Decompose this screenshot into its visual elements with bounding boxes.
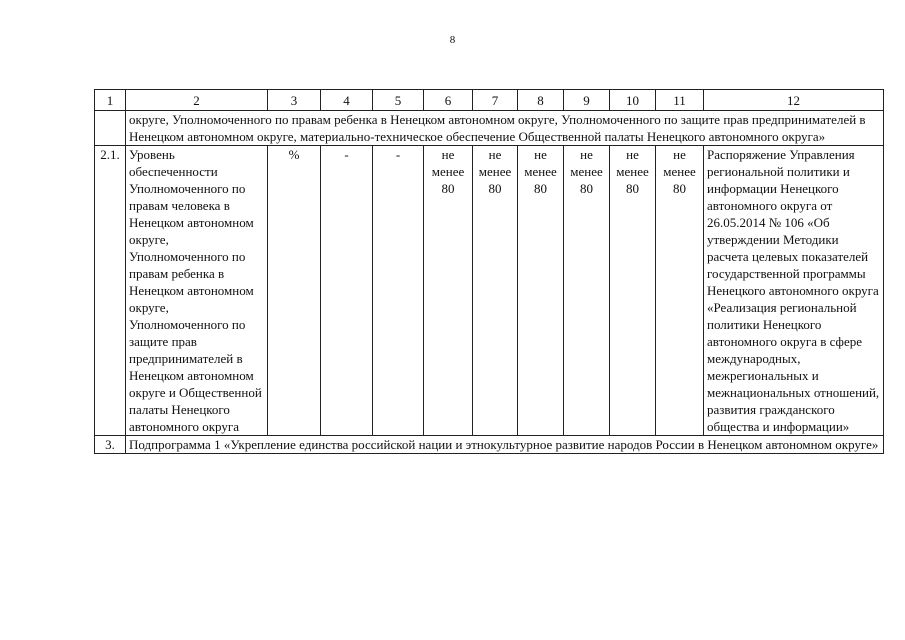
targets-table xyxy=(94,89,884,454)
header-cell: 5 xyxy=(373,90,424,111)
source-document: Распоряжение Управления региональной политики и информации Ненецкого автономного округа от 26.05.2014 № 106 «Об утверждении Методики расчета целевых показателей государственной программы Ненецкого автономного округа «Реализация региональной политики Ненецкого автономного округа в сфере международных, межрегиональных и межнациональных отношений, развития гражданского общества и информации» xyxy=(704,146,884,436)
header-row xyxy=(95,90,884,111)
value-col6: не менее 80 xyxy=(424,146,473,436)
header-cell: 4 xyxy=(321,90,373,111)
continuation-num-cell xyxy=(95,111,126,146)
row-number: 3. xyxy=(95,436,126,454)
value-col10: не менее 80 xyxy=(610,146,656,436)
indicator-row-2-1 xyxy=(95,146,884,436)
header-cell: 11 xyxy=(656,90,704,111)
header-cell: 10 xyxy=(610,90,656,111)
header-cell: 8 xyxy=(518,90,564,111)
header-cell: 9 xyxy=(564,90,610,111)
continuation-row xyxy=(95,111,884,146)
value-col9: не менее 80 xyxy=(564,146,610,436)
value-col4: - xyxy=(321,146,373,436)
header-cell: 3 xyxy=(268,90,321,111)
row-number: 2.1. xyxy=(95,146,126,436)
value-col8: не менее 80 xyxy=(518,146,564,436)
indicator-name: Уровень обеспеченности Уполномоченного по правам человека в Ненецком автономном округе, Уполномоченного по правам ребенка в Ненецком автономном округе, Уполномоченного по защите прав предпринимателей в Ненецком автономном округе и Общественной палаты Ненецкого автономного округа xyxy=(126,146,268,436)
page-number: 8 xyxy=(449,34,456,46)
header-cell: 7 xyxy=(473,90,518,111)
unit-cell: % xyxy=(268,146,321,436)
value-col11: не менее 80 xyxy=(656,146,704,436)
header-cell: 1 xyxy=(95,90,126,111)
subprogram-title: Подпрограмма 1 «Укрепление единства российской нации и этнокультурное развитие народов России в Ненецком автономном округе» xyxy=(126,436,884,454)
header-cell: 6 xyxy=(424,90,473,111)
value-col7: не менее 80 xyxy=(473,146,518,436)
header-cell: 2 xyxy=(126,90,268,111)
value-col5: - xyxy=(373,146,424,436)
continuation-text: округе, Уполномоченного по правам ребенка в Ненецком автономном округе, Уполномоченного по защите прав предпринимателей в Ненецком автономном округе, материально-техническое обеспечение Общественной палаты Ненецкого автономного округа» xyxy=(126,111,884,146)
header-cell: 12 xyxy=(704,90,884,111)
subprogram-row-3 xyxy=(95,436,884,454)
